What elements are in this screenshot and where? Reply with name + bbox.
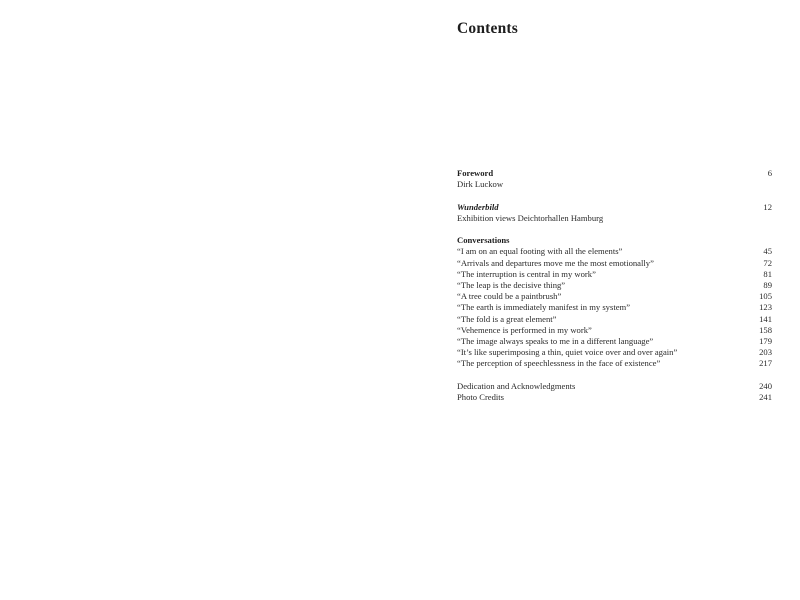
toc-entry [457,291,772,302]
toc-entry-title: “It’s like superimposing a thin, quiet voice over and over again” [457,347,678,358]
toc-entry [457,280,772,291]
toc-entry-title: “I am on an equal footing with all the elements” [457,246,623,257]
toc-heading: Foreword [457,168,494,178]
toc-page-number: 240 [759,380,772,391]
toc-heading: Wunderbild [457,201,499,212]
toc-section-back-matter [457,381,772,403]
toc-entry [457,314,772,325]
toc-page-number: 141 [759,313,772,324]
toc-page-number: 105 [759,291,772,302]
toc-entry [457,358,772,369]
table-of-contents [457,168,772,414]
toc-page-number: 217 [759,358,772,369]
toc-entry [457,381,772,392]
toc-entry [457,269,772,280]
toc-entry-title: Dedication and Acknowledgments [457,380,576,391]
toc-entry-title: “Arrivals and departures move me the most emotionally” [457,257,654,268]
toc-page-number: 179 [759,336,772,347]
page-title: Contents [457,20,519,37]
toc-author: Dirk Luckow [457,179,504,190]
toc-page-number: 6 [767,168,772,178]
toc-page-number: 72 [763,257,772,268]
toc-section-conversations [457,235,772,369]
toc-entry-title: Photo Credits [457,392,505,403]
toc-subtitle: Exhibition views Deichtorhallen Hamburg [457,212,604,223]
toc-entry-title: “The leap is the decisive thing” [457,280,566,290]
toc-section-wunderbild [457,202,772,224]
toc-page-number: 45 [763,246,772,257]
toc-entry-title: “The fold is a great element” [457,313,557,324]
toc-page-number: 12 [763,201,772,212]
toc-page-number: 203 [759,347,772,358]
toc-entry-title: “Vehemence is performed in my work” [457,324,592,335]
toc-entry-foreword [457,168,772,179]
toc-entry [457,258,772,269]
toc-entry-wunderbild [457,202,772,213]
toc-entry [457,347,772,358]
toc-page-number: 81 [763,268,772,279]
conversation-list [457,246,772,369]
toc-entry-title: “The image always speaks to me in a different language” [457,336,654,347]
toc-entry [457,246,772,257]
toc-page-number: 158 [759,324,772,335]
toc-entry [457,336,772,347]
toc-entry [457,302,772,313]
toc-entry-title: “The perception of speechlessness in the face of existence” [457,358,661,369]
toc-entry [457,392,772,403]
toc-section-foreword [457,168,772,190]
toc-page-number: 123 [759,302,772,313]
toc-entry-title: “The interruption is central in my work” [457,268,596,279]
toc-entry [457,325,772,336]
toc-entry-title: “A tree could be a paintbrush” [457,291,562,302]
toc-page-number: 89 [763,280,772,290]
toc-entry-title: “The earth is immediately manifest in my system” [457,302,631,313]
toc-heading: Conversations [457,235,510,246]
toc-page-number: 241 [759,392,772,403]
